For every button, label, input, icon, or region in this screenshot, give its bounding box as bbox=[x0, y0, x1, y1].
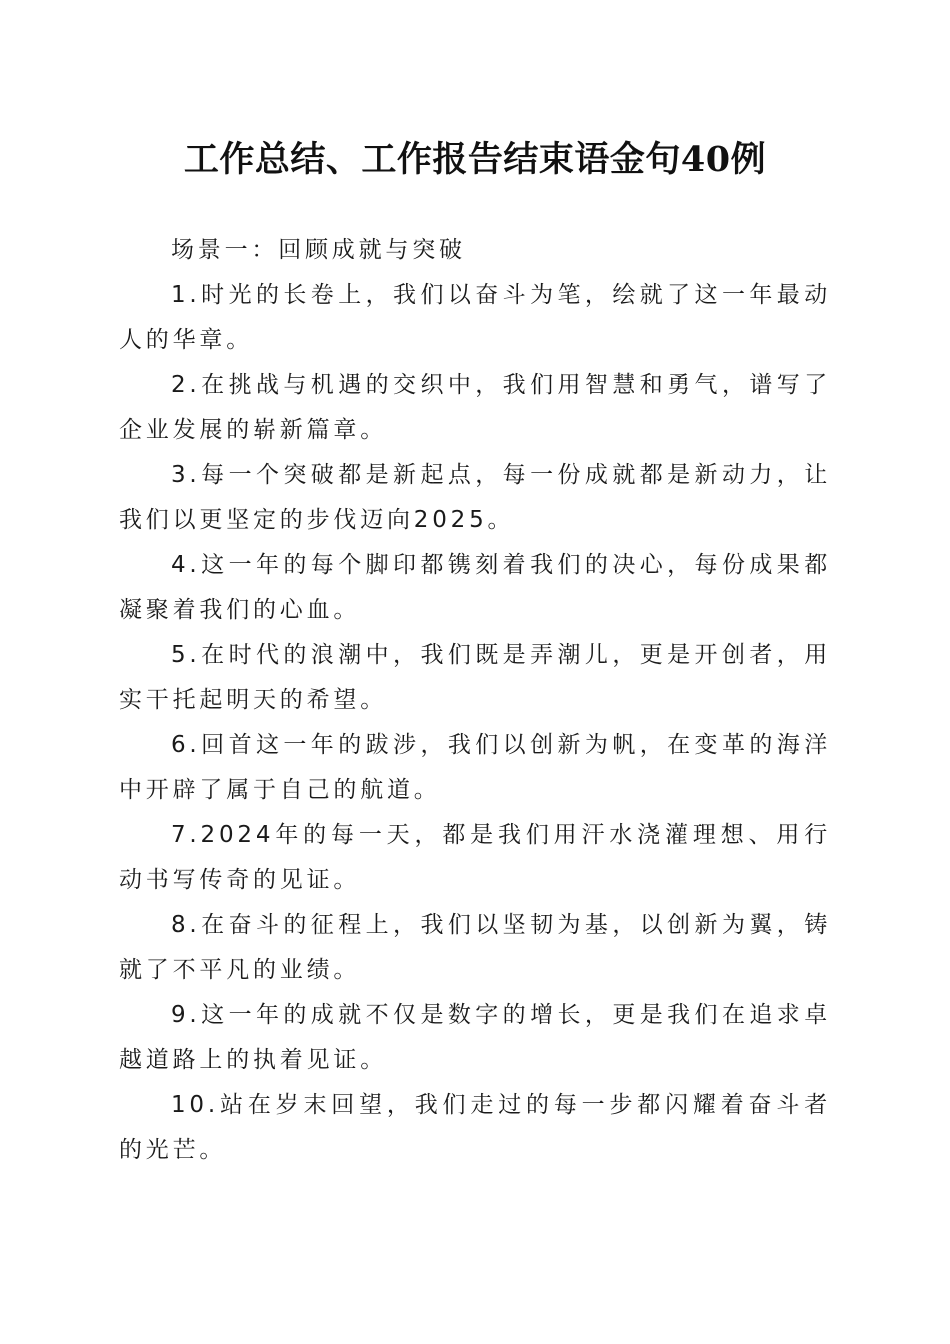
list-item: 9.这一年的成就不仅是数字的增长，更是我们在追求卓越道路上的执着见证。 bbox=[119, 1002, 831, 1073]
list-item: 6.回首这一年的跋涉，我们以创新为帆，在变革的海洋中开辟了属于自己的航道。 bbox=[119, 732, 831, 803]
document-title: 工作总结、工作报告结束语金句40例 bbox=[183, 139, 767, 180]
list-item: 8.在奋斗的征程上，我们以坚韧为基，以创新为翼，铸就了不平凡的业绩。 bbox=[119, 912, 831, 983]
list-item: 10.站在岁末回望，我们走过的每一步都闪耀着奋斗者的光芒。 bbox=[119, 1092, 831, 1163]
list-item: 4.这一年的每个脚印都镌刻着我们的决心，每份成果都凝聚着我们的心血。 bbox=[119, 552, 831, 623]
list-item: 2.在挑战与机遇的交织中，我们用智慧和勇气，谱写了企业发展的崭新篇章。 bbox=[119, 372, 831, 443]
document-body bbox=[119, 228, 831, 1173]
list-item: 1.时光的长卷上，我们以奋斗为笔，绘就了这一年最动人的华章。 bbox=[119, 282, 831, 353]
list-item: 5.在时代的浪潮中，我们既是弄潮儿，更是开创者，用实干托起明天的希望。 bbox=[119, 642, 831, 713]
section-heading: 场景一：回顾成就与突破 bbox=[171, 237, 466, 263]
list-item: 3.每一个突破都是新起点，每一份成就都是新动力，让我们以更坚定的步伐迈向2025。 bbox=[119, 462, 831, 533]
list-item: 7.2024年的每一天，都是我们用汗水浇灌理想、用行动书写传奇的见证。 bbox=[119, 822, 831, 893]
